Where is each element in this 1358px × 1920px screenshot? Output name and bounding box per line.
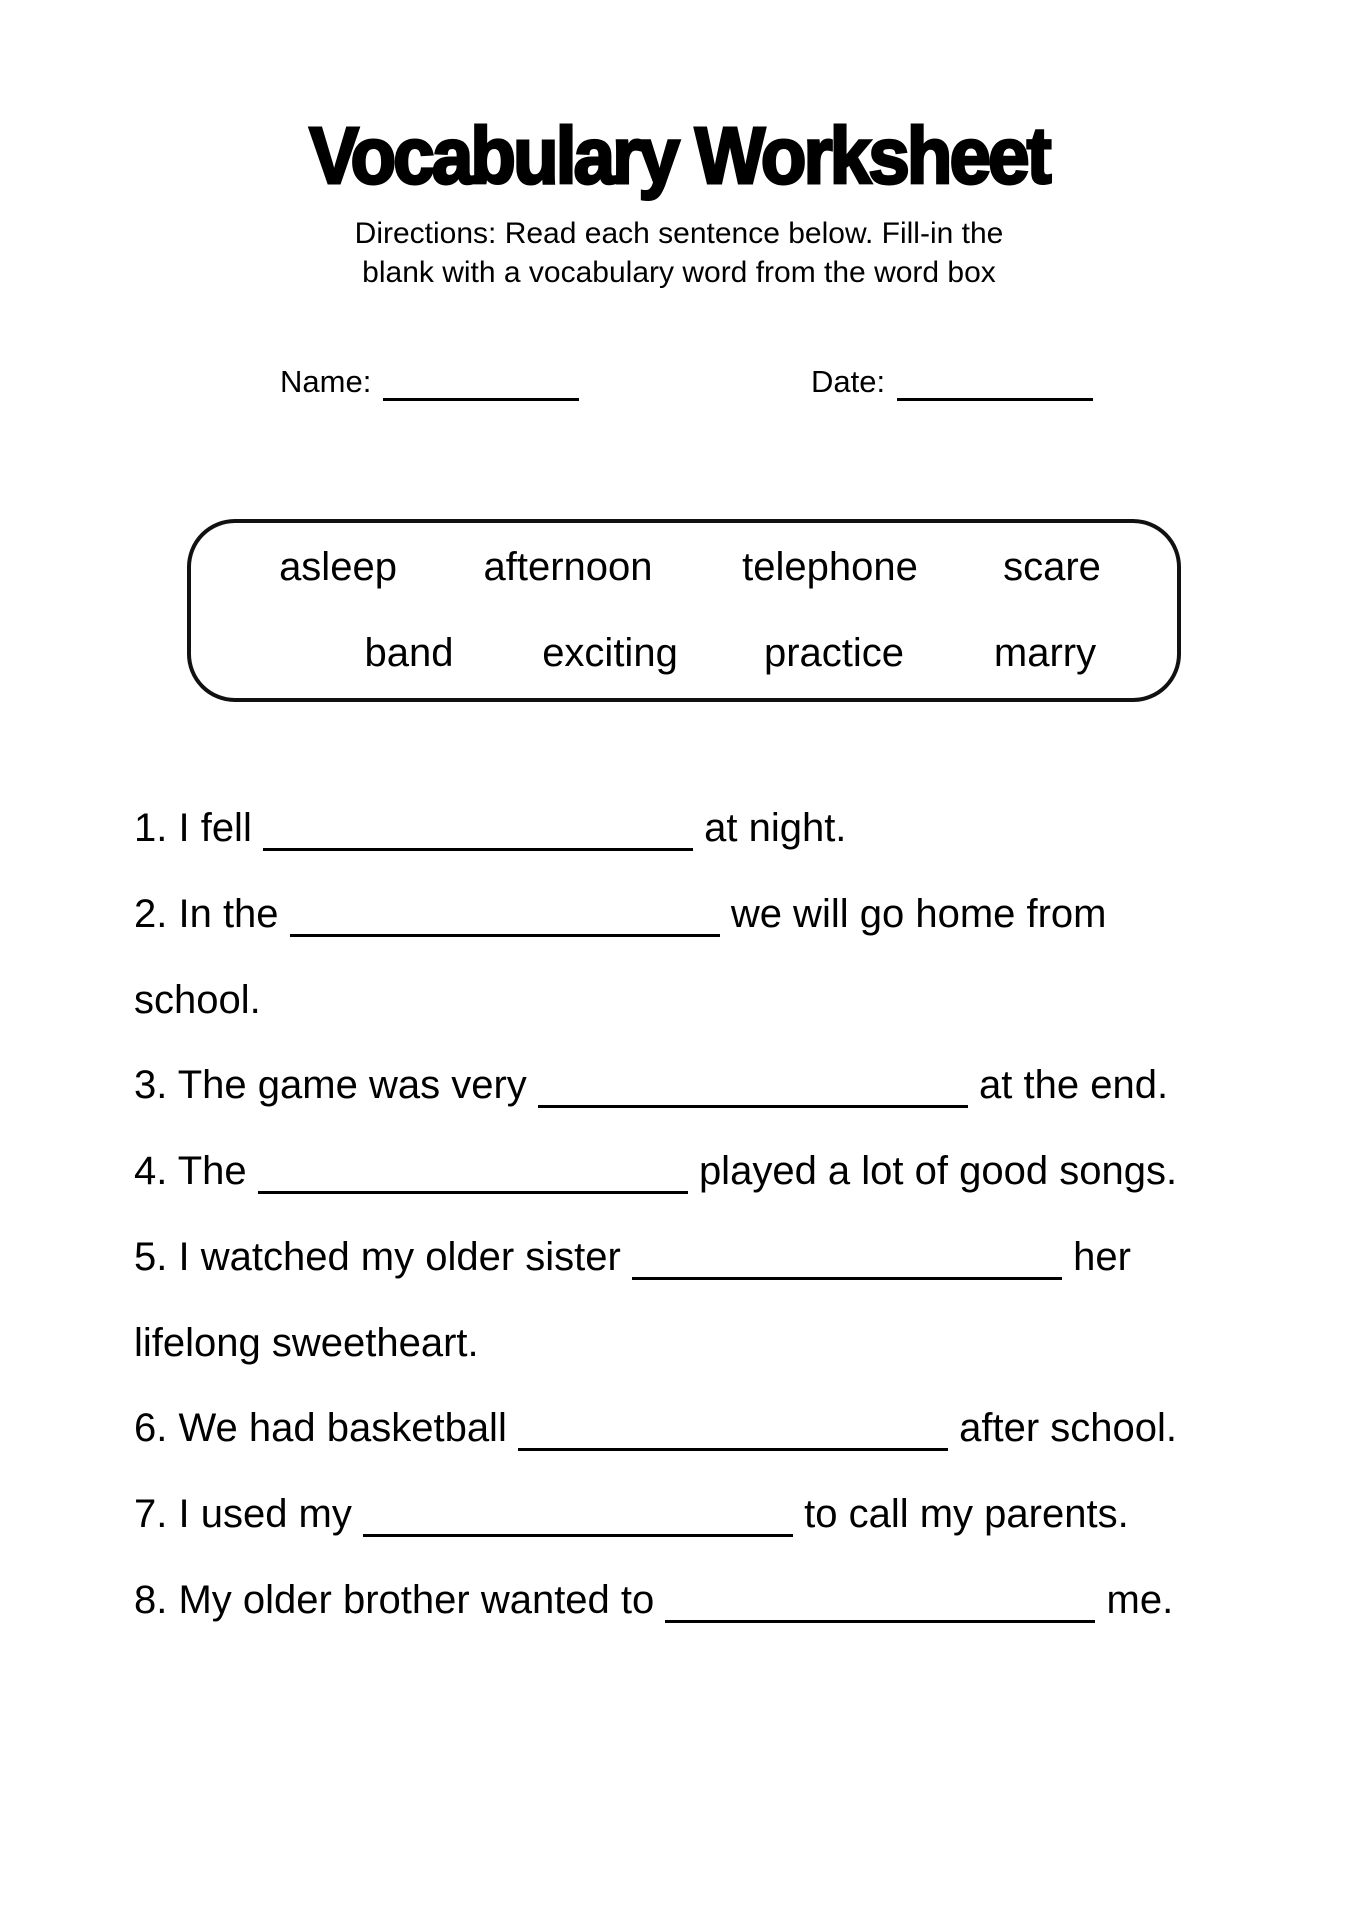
sentence-line-4 [134,1148,1177,1194]
sentence-text: her [1073,1235,1131,1279]
sentence-text: 7. I used my [134,1492,352,1536]
answer-blank-7[interactable] [363,1522,793,1537]
sentence-text: at the end. [979,1063,1169,1107]
sentence-line-2 [134,891,1107,937]
sentence-text: 8. My older brother wanted to [134,1578,655,1622]
page-title: Vocabulary Worksheet [309,111,1049,200]
word-marry: marry [993,631,1097,675]
date-label: Date: [811,364,886,399]
sentence-line-8 [134,1577,1173,1623]
sentence-line-3 [134,1062,1168,1108]
word-scare: scare [1003,545,1101,589]
word-telephone: telephone [742,545,918,589]
name-blank-line[interactable] [383,388,579,401]
sentence-text: played a lot of good songs. [698,1149,1178,1193]
word-box-row-2 [191,631,1177,681]
word-box [187,519,1181,702]
answer-blank-6[interactable] [518,1436,948,1451]
sentence-line-7 [134,1491,1129,1537]
word-band: band [364,631,454,675]
sentence-text: 4. The [134,1149,247,1193]
answer-blank-5[interactable] [632,1265,1062,1280]
word-exciting: exciting [542,631,678,675]
answer-blank-1[interactable] [263,836,693,851]
sentence-text: 6. We had basketball [134,1406,507,1450]
sentence-text: to call my parents. [804,1492,1129,1536]
sentence-line-6 [134,1405,1177,1451]
name-field [280,364,579,400]
sentence-text: lifelong sweetheart. [134,1321,479,1365]
answer-blank-3[interactable] [538,1093,968,1108]
sentence-line-1 [134,805,846,851]
word-box-row-1 [191,545,1177,595]
answer-blank-2[interactable] [290,922,720,937]
sentence-text: after school. [959,1406,1177,1450]
sentence-line-5 [134,1234,1131,1280]
sentence-line-2-continuation [134,977,261,1023]
word-afternoon: afternoon [483,545,653,589]
sentence-text: at night. [704,806,847,850]
sentence-line-5-continuation [134,1320,479,1366]
sentence-text: 5. I watched my older sister [134,1235,621,1279]
answer-blank-4[interactable] [258,1179,688,1194]
sentence-text: me. [1106,1578,1174,1622]
directions-line-1: Directions: Read each sentence below. Fill-in the [354,217,1004,250]
sentence-text: 2. In the [134,892,279,936]
sentence-text: 3. The game was very [134,1063,527,1107]
sentence-text: we will go home from [730,892,1107,936]
sentence-text: school. [134,978,261,1022]
name-label: Name: [280,364,372,399]
directions-line-2: blank with a vocabulary word from the word box [362,256,996,289]
answer-blank-8[interactable] [665,1608,1095,1623]
sentence-text: 1. I fell [134,806,252,850]
word-practice: practice [763,631,905,675]
date-field [811,364,1093,400]
word-asleep: asleep [279,545,397,589]
directions-text [0,214,1358,292]
date-blank-line[interactable] [897,388,1093,401]
